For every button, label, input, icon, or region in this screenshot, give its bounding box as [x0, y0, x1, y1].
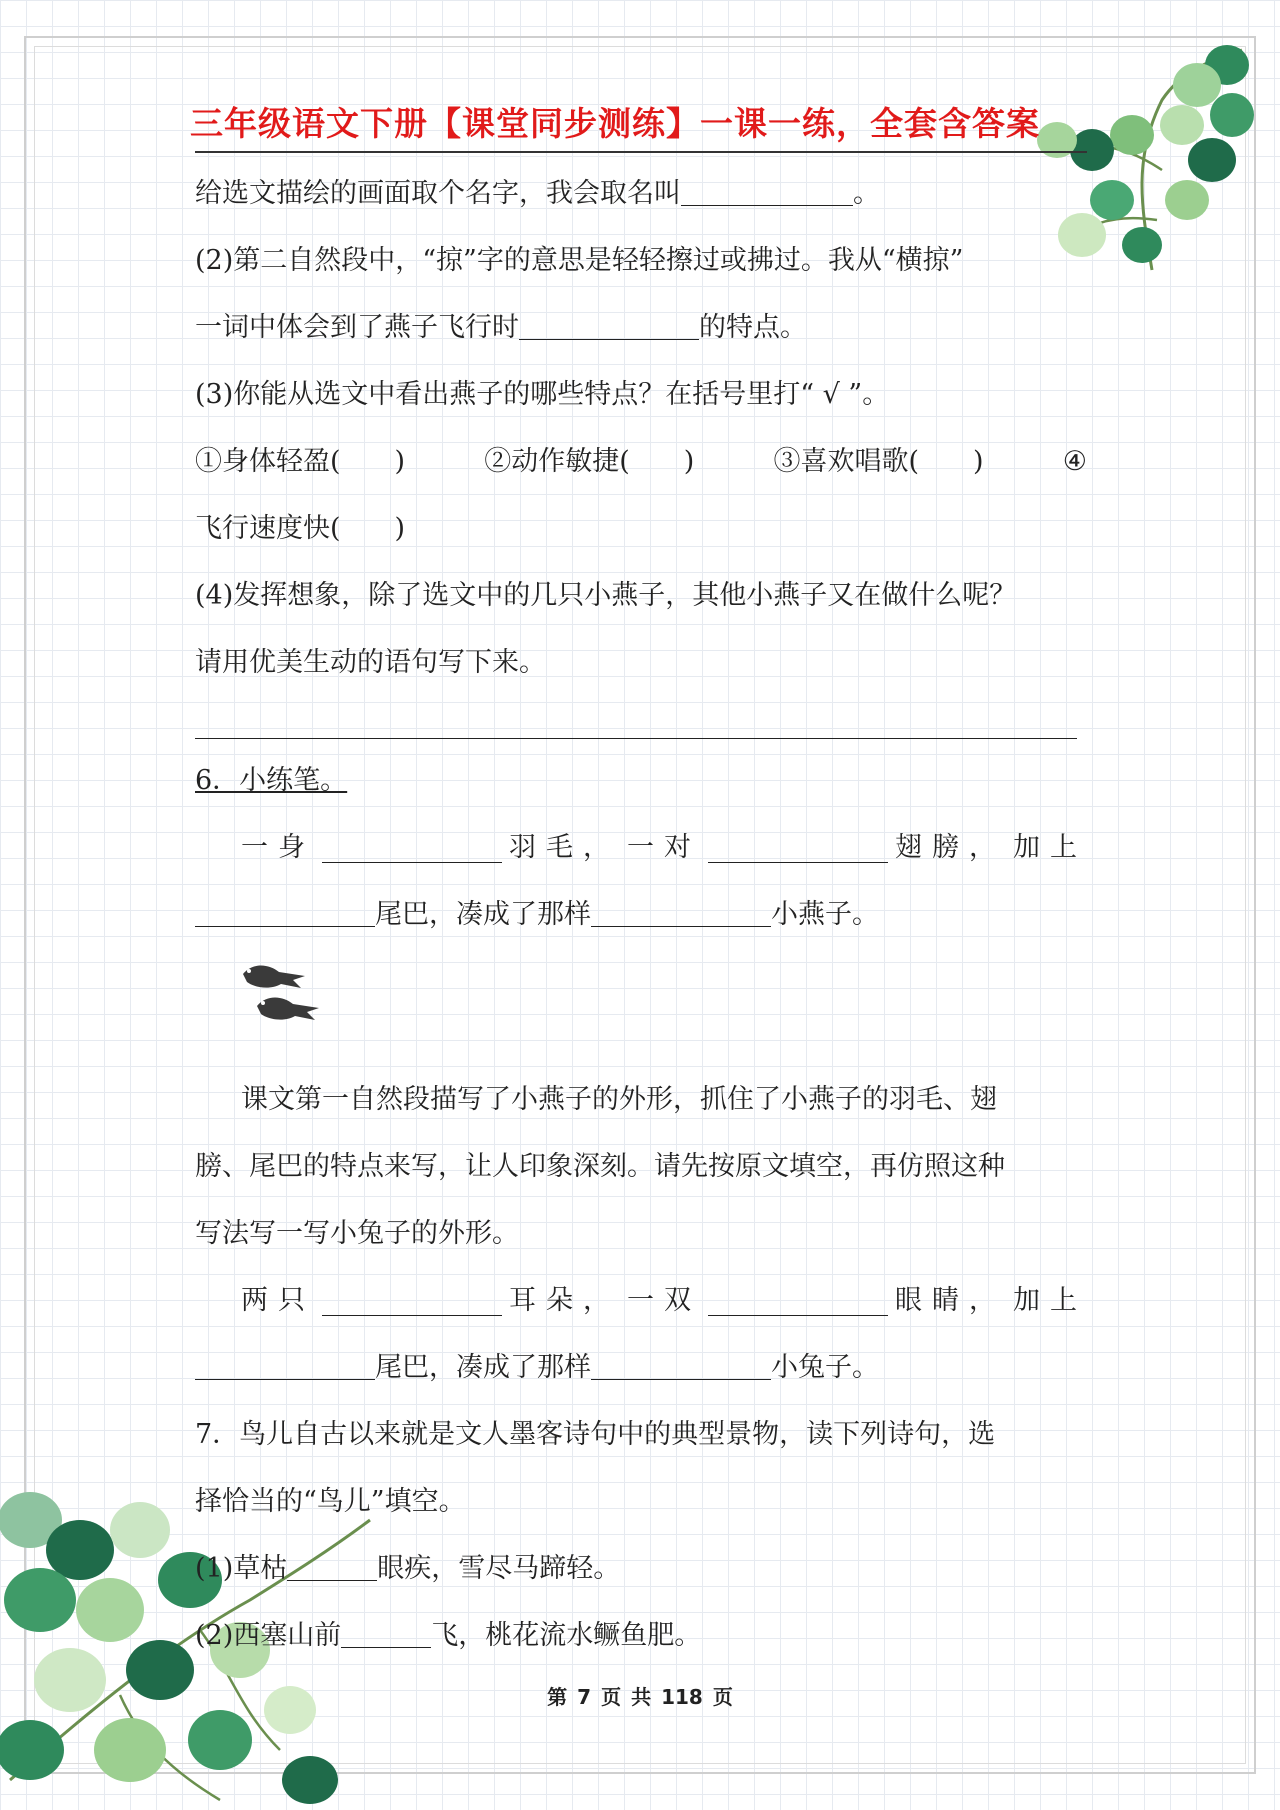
q5-sub3: (3)你能从选文中看出燕子的哪些特点？在括号里打“ √ ”。 [195, 379, 890, 410]
page-title: 三年级语文下册【课堂同步测练】一课一练，全套含答案 [190, 104, 1040, 143]
answer-blank[interactable] [287, 1550, 377, 1581]
answer-blank[interactable] [681, 175, 853, 206]
current-page: 7 [577, 1685, 592, 1709]
title-underline [195, 151, 1087, 153]
answer-blank[interactable] [195, 1349, 375, 1380]
answer-blank[interactable] [708, 832, 888, 863]
q6-swallow-line1: 一身 羽毛， 一对 翅膀， 加上 [241, 832, 1087, 863]
q6-para-line3: 写法写一写小兔子的外形。 [195, 1218, 519, 1249]
q7-line2: 择恰当的“鸟儿”填空。 [195, 1486, 466, 1517]
q5-options [195, 428, 1087, 495]
q5-sub4-line1: (4)发挥想象，除了选文中的几只小燕子，其他小燕子又在做什么呢？ [195, 580, 1017, 611]
swallows-illustration-icon [235, 960, 335, 1040]
answer-blank[interactable] [195, 896, 375, 927]
q5-name-line: 给选文描绘的画面取个名字，我会取名叫 。 [195, 160, 1087, 227]
q5-sub2-line1: (2)第二自然段中，“掠”字的意思是轻轻擦过或拂过。我从“横掠” [195, 245, 964, 276]
answer-blank[interactable] [591, 896, 771, 927]
swallows-illustration [195, 948, 1087, 1066]
q6-para-line2: 膀、尾巴的特点来写，让人印象深刻。请先按原文填空，再仿照这种 [195, 1151, 1005, 1182]
option-2[interactable]: ②动作敏捷( ) [484, 446, 695, 477]
q5-sub4-line2: 请用优美生动的语句写下来。 [195, 647, 546, 678]
q6-rabbit-line1: 两只 耳朵， 一双 眼睛， 加上 [241, 1285, 1087, 1316]
option-4-marker[interactable]: ④ [1062, 446, 1087, 477]
option-3[interactable]: ③喜欢唱歌( ) [773, 446, 984, 477]
answer-line[interactable] [195, 696, 1077, 739]
q5-sub2-line2: 一词中体会到了燕子飞行时 的特点。 [195, 294, 1087, 361]
worksheet-content [195, 160, 1087, 1669]
q7-item1: (1)草枯 眼疾，雪尽马蹄轻。 [195, 1535, 1087, 1602]
q7-line1: 7．鸟儿自古以来就是文人墨客诗句中的典型景物，读下列诗句，选 [195, 1419, 996, 1450]
answer-blank[interactable] [591, 1349, 771, 1380]
answer-blank[interactable] [322, 832, 502, 863]
answer-blank[interactable] [519, 309, 699, 340]
q7-item2: (2)西塞山前 飞，桃花流水鳜鱼肥。 [195, 1602, 1087, 1669]
q6-heading: 6．小练笔。 [195, 765, 348, 796]
answer-blank[interactable] [322, 1285, 502, 1316]
option-4-text[interactable]: 飞行速度快( ) [195, 513, 406, 544]
total-pages: 118 [661, 1685, 703, 1709]
page-footer: 第 7 页 共 118 页 [547, 1685, 733, 1709]
answer-blank[interactable] [708, 1285, 888, 1316]
q6-swallow-line2: 尾巴，凑成了那样 小燕子。 [195, 881, 1087, 948]
q6-rabbit-line2: 尾巴，凑成了那样 小兔子。 [195, 1334, 1087, 1401]
answer-blank[interactable] [341, 1617, 431, 1648]
q6-para-line1: 课文第一自然段描写了小燕子的外形，抓住了小燕子的羽毛、翅 [241, 1084, 997, 1115]
option-1[interactable]: ①身体轻盈( ) [195, 446, 406, 477]
